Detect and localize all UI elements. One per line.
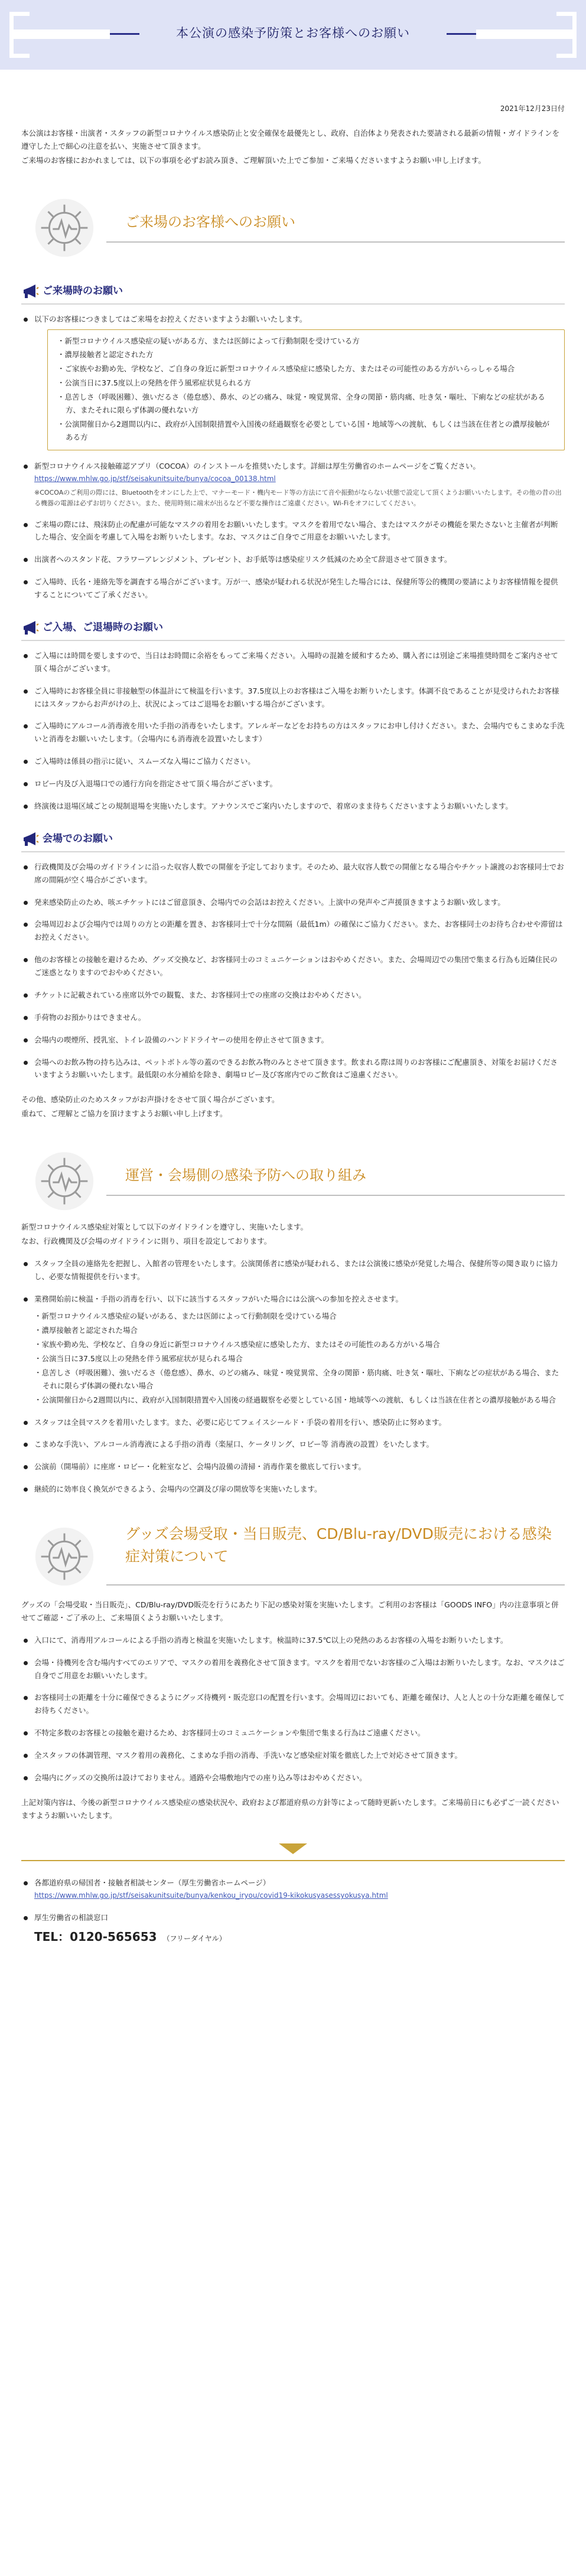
subsection-title: ご来場時のお願い	[43, 285, 123, 297]
list-item	[21, 1293, 565, 1407]
restriction-box	[47, 329, 565, 450]
virus-icon	[30, 193, 99, 263]
operations-lead	[21, 1221, 565, 1248]
list-item-text: 以下のお客様につきましてはご来場をお控えくださいますようお願いいたします。	[34, 314, 307, 323]
virus-icon	[30, 1522, 99, 1591]
list-item	[21, 313, 565, 450]
section-rule	[106, 241, 565, 243]
list-item: ロビー内及び入退場口での通行方向を指定させて頂く場合がございます。	[21, 777, 565, 790]
venue-list	[21, 861, 565, 1082]
intro-paragraph: ご来場のお客様におかれましては、以下の事項を必ずお読み頂き、ご理解頂いた上でご参加・ご来場くださいますようお願い申し上げます。	[21, 155, 486, 165]
list-item: 継続的に効率良く換気ができるよう、会場内の空調及び扉の開放等を実施いたします。	[21, 1483, 565, 1496]
goods-list	[21, 1634, 565, 1784]
list-item: こまめな手洗い、アルコール消毒液による手指の消毒（楽屋口、ケータリング、ロビー等 消毒液の設置）をいたします。	[21, 1438, 565, 1451]
list-item: 会場周辺および会場内では周りの方との距離を置き、お客様同士で十分な間隔（最低1m）の確保にご協力ください。また、お客様同士のお待ち合わせや滞留はお控えください。	[21, 918, 565, 944]
list-item: お客様同士の距離を十分に確保できるようにグッズ待機列・販売窓口の配置を行います。会場周辺においても、距離を確保け、人と人との十分な距離を確保してお待ちください。	[21, 1691, 565, 1717]
section-title: ご来場のお客様へのお願い	[125, 213, 295, 230]
list-item: チケットに記載されている座席以外での観覧、また、お客様同士での座席の交換はおやめください。	[21, 989, 565, 1002]
list-item: 会場内の喫煙所、授乳室、トイレ設備のハンドドライヤーの使用を停止させて頂きます。	[21, 1034, 565, 1047]
list-item: ご入場時は係員の指示に従い、スムーズな入場にご協力ください。	[21, 755, 565, 768]
closing-line: 重ねて、ご理解とご協力を頂けますようお願い申し上げます。	[21, 1109, 227, 1119]
subsection-title: ご入場、ご退場時のお願い	[43, 622, 163, 634]
subsection-heading-venue	[21, 831, 565, 852]
condition-item: ・息苦しさ（呼吸困難）、強いだるさ（倦怠感）、鼻水、のどの痛み、味覚・嗅覚異常、全身の関節・筋肉痛、吐き気・嘔吐、下痢などの症状がある場合、またそれに限らず体調の優れない場合	[34, 1368, 559, 1390]
list-item: 公演前（開場前）に座席・ロビー・化粧室など、会場内設備の清掃・消毒作業を徹底して行います。	[21, 1460, 565, 1473]
condition-item: ・公演開催日から2週間以内に、政府が入国制限措置や入国後の経過観察を必要としている国・地域等への渡航、もしくは当該在住者との濃厚接触がある場合	[34, 1395, 556, 1404]
publish-date: 2021年12月23日付	[500, 104, 565, 113]
tel-label: TEL：	[34, 1930, 70, 1944]
venue-closing	[21, 1093, 565, 1120]
section-heading-goods	[21, 1518, 565, 1594]
intro	[21, 127, 565, 167]
contact-label: 厚生労働省の相談窓口	[34, 1913, 109, 1923]
list-item: 会場・待機列を含む場内すべてのエリアで、マスクの着用を義務化させて頂きます。マスクを着用でないお客様のご入場はお断りいたします。なお、マスクはご自身でご用意をお願いいたします。	[21, 1656, 565, 1682]
section-title: グッズ会場受取・当日販売、CD/Blu-ray/DVD販売における感染症対策について	[125, 1525, 552, 1565]
operations-list	[21, 1257, 565, 1496]
lead-line: グッズの「会場受取・当日販売」、CD/Blu-ray/DVD販売を行うにあたり下記の感染対策を実施いたします。ご利用のお客様は「GOODS INFO」内の注意事項と併せてご確認・ご了承の上、ご来場頂くようお願いいたします。	[21, 1600, 559, 1622]
virus-icon	[30, 1146, 99, 1216]
list-item: 他のお客様との接触を避けるため、グッズ交換など、お客様同士のコミュニケーションはおやめください。また、会場周辺での集団で集まる行為も近隣住民のご迷惑となりますのでおやめください。	[21, 953, 565, 979]
list-item: ご入場時、氏名・連絡先等を調査する場合がございます。万が一、感染が疑われる状況が発生した場合には、保健所等公的機関の要請によりお客様情報を提供することについてご了承ください。	[21, 576, 565, 601]
arrival-list	[21, 313, 565, 601]
list-item-text: 業務開始前に検温・手指の消毒を行い、以下に該当するスタッフがいた場合には公演への参加を控えさせます。	[34, 1294, 403, 1303]
staff-condition-list	[34, 1310, 565, 1406]
list-item: ご来場の際には、飛沫防止の配慮が可能なマスクの着用をお願いいたします。マスクを着用でない場合、またはマスクがその機能を果たさないと主催者が判断した場合、安全面を考慮して入場をお断りいたします。なお、マスクはご自身でご用意をお願いいたします。	[21, 518, 565, 544]
condition-item: ・新型コロナウイルス感染症の疑いがある、または医師によって行動制限を受けている場合	[34, 1312, 337, 1321]
list-item: 出演者へのスタンド花、フラワーアレンジメント、プレゼント、お手紙等は感染症リスク低減のため全て辞退させて頂きます。	[21, 553, 565, 566]
tel-note: （フリーダイヤル）	[162, 1934, 226, 1943]
subsection-heading-entry-exit	[21, 619, 565, 641]
condition-item: ・家族や勤め先、学校など、自身の身近に新型コロナウイルス感染症に感染した方、またはその可能性のある方がいる場合	[34, 1340, 440, 1349]
list-item: 不特定多数のお客様との接触を避けるため、お客様同士のコミュニケーションや集団で集まる行為はご遠慮ください。	[21, 1727, 565, 1740]
list-item	[21, 1911, 565, 1924]
list-item: 入口にて、消毒用アルコールによる手指の消毒と検温を実施いたします。検温時に37.5℃以上の発熱のあるお客様の入場をお断りいたします。	[21, 1634, 565, 1647]
condition-item: ・濃厚接触者と認定された場合	[34, 1326, 138, 1335]
section-rule	[106, 1195, 565, 1196]
cocoa-link[interactable]: https://www.mhlw.go.jp/stf/seisakunitsuite/bunya/cocoa_00138.html	[34, 475, 276, 483]
subsection-title: 会場でのお願い	[43, 832, 113, 845]
triangle-divider-icon	[279, 1843, 307, 1854]
subsection-heading-arrival	[21, 283, 565, 305]
restriction-item: ・息苦しさ（呼吸困難）、強いだるさ（倦怠感）、鼻水、のどの痛み、味覚・嗅覚異常、全身の関節・筋肉痛、吐き気・嘔吐、下痢などの症状がある方、またそれに限らず体調の優れない方	[57, 393, 545, 414]
list-item: ご入場時にアルコール消毒液を用いた手指の消毒をいたします。アレルギーなどをお持ちの方はスタッフにお申し付けください。また、会場内でもこまめな手洗いと消毒をお願いいたします。（会場内にも消毒液を設置いたします）	[21, 720, 565, 746]
bar-right-decoration	[476, 30, 577, 39]
phone-number	[34, 1927, 565, 1947]
closing-line: その他、感染防止のためスタッフがお声掛けをさせて頂く場合がございます。	[21, 1095, 279, 1104]
section-rule	[106, 1584, 565, 1586]
list-item: 行政機関及び会場のガイドラインに沿った収容人数での開催を予定しております。そのため、最大収容人数での開催となる場合やチケット譲渡のお客様同士でお席の間隔が空く場合がございます。	[21, 861, 565, 887]
megaphone-icon	[21, 831, 39, 848]
restriction-item: ・新型コロナウイルス感染症の疑いがある方、または医師によって行動制限を受けている方	[57, 336, 360, 345]
page-title: 本公演の感染予防策とお客様へのお願い	[176, 26, 410, 40]
footer-rule	[21, 1860, 565, 1861]
contact-link[interactable]: https://www.mhlw.go.jp/stf/seisakunitsuite/bunya/kenkou_iryou/covid19-kikokusyasessyokusya.html	[34, 1891, 388, 1900]
intro-paragraph: 本公演はお客様・出演者・スタッフの新型コロナウイルス感染防止と安全確保を最優先とし、政府、自治体より発表された要請される最新の情報・ガイドラインを遵守した上で細心の注意を払い、実施させて頂きます。	[21, 129, 560, 151]
section-title: 運営・会場側の感染予防への取り組み	[125, 1167, 366, 1184]
list-item: 会場内にグッズの交換所は設けておりません。通路や会場敷地内での座り込み等はおやめください。	[21, 1771, 565, 1784]
megaphone-icon	[21, 283, 39, 300]
bar-left-decoration	[9, 30, 110, 39]
list-item: スタッフ全員の連絡先を把握し、入館者の管理をいたします。公演関係者に感染が疑われる、または公演後に感染が発覚した場合、保健所等の聞き取りに協力し、必要な情報提供を行います。	[21, 1257, 565, 1283]
page-header	[0, 0, 586, 70]
list-item: 終演後は退場区域ごとの規制退場を実施いたします。アナウンスでご案内いたしますので、着席のまま待ちくださいますようお願いいたします。	[21, 800, 565, 813]
contact-label: 各都道府県の帰国者・接触者相談センター（厚生労働省ホームページ）	[34, 1878, 271, 1887]
list-item: 全スタッフの体調管理、マスク着用の義務化、こまめな手指の消毒、手洗いなど感染症対策を徹底した上で対応させて頂きます。	[21, 1749, 565, 1762]
restriction-item: ・ご家族やお勤め先、学校など、ご自身の身近に新型コロナウイルス感染症に感染した方、またはその可能性のある方がいらっしゃる場合	[57, 364, 515, 374]
line-right-decoration	[447, 33, 476, 35]
tel-number: 0120-565653	[70, 1930, 157, 1944]
entry-exit-list	[21, 649, 565, 813]
restriction-item: ・公演当日に37.5度以上の発熱を伴う風邪症状見られる方	[57, 378, 251, 388]
section-heading-operations	[21, 1143, 565, 1218]
contact-list	[21, 1877, 565, 1925]
line-left-decoration	[110, 33, 139, 35]
restriction-item: ・濃厚接触者と認定された方	[57, 350, 154, 359]
restriction-item: ・公演開催日から2週間以内に、政府が入国制限措置や入国後の経過観察を必要としている国・地域等への渡航、もしくは当該在住者との濃厚接触がある方	[57, 419, 549, 442]
list-item: スタッフは全員マスクを着用いたします。また、必要に応じてフェイスシールド・手袋の着用を行い、感染防止に努めます。	[21, 1416, 565, 1429]
list-item-text: 新型コロナウイルス接触確認アプリ（COCOA）のインストールを推奨いたします。詳細は厚生労働省のホームページをご覧ください。	[34, 461, 480, 470]
megaphone-icon	[21, 619, 39, 637]
condition-item: ・公演当日に37.5度以上の発熱を伴う風邪症状が見られる場合	[34, 1354, 243, 1364]
list-item	[21, 460, 565, 509]
lead-line: 新型コロナウイルス感染症対策として以下のガイドラインを遵守し、実施いたします。	[21, 1222, 308, 1232]
closing-line: 上記対策内容は、今後の新型コロナウイルス感染症の感染状況や、政府および都道府県の方針等によって随時更新いたします。ご来場前日にも必ずご一読くださいますようお願いいたします。	[21, 1797, 559, 1820]
list-item: 会場へのお飲み物の持ち込みは、ペットボトル等の蓋のできるお飲み物のみとさせて頂きます。飲まれる際は周りのお客様にご配慮頂き、対策をお届けくださいますようお願いいたします。最低限の水分補給を除き、劇場ロビー及び客席内でのご飲食はご遠慮ください。	[21, 1056, 565, 1082]
list-item: 発来感染防止のため、咳エチケットにはご留意頂き、会場内での会話はお控えください。上演中の発声やご声援頂きますようお願い致します。	[21, 896, 565, 909]
lead-line: なお、行政機関及び会場のガイドラインに則り、項目を設定しております。	[21, 1236, 272, 1245]
cocoa-note: ※COCOAのご利用の際には、Bluetoothをオンにした上で、マナーモード・機内モード等の方法にて音や振動がならない状態で設定して頂くようお願いいたします。その他の昔の出る機器の電源は必ずお切りください。また、使用時刻に端末が出るなど不要な操作はご遠慮ください。Wi-Fiをオフにしてください。	[34, 489, 562, 507]
goods-lead	[21, 1598, 565, 1624]
list-item: 手荷物のお預かりはできません。	[21, 1011, 565, 1024]
section-heading-visitors	[21, 189, 565, 265]
list-item: ご入場には時間を要しますので、当日はお時間に余裕をもってご来場ください。入場時の混雑を緩和するため、購入者には別途ご来場推奨時間をご案内させて頂く場合がございます。	[21, 649, 565, 675]
list-item	[21, 1877, 565, 1902]
goods-closing	[21, 1796, 565, 1822]
list-item: ご入場時にお客様全員に非接触型の体温計にて検温を行います。37.5度以上のお客様はご入場をお断りいたします。体調不良であることが見受けられたお客様にはスタッフからお声がけの上、状況によってはご退場をお願いする場合がございます。	[21, 685, 565, 711]
